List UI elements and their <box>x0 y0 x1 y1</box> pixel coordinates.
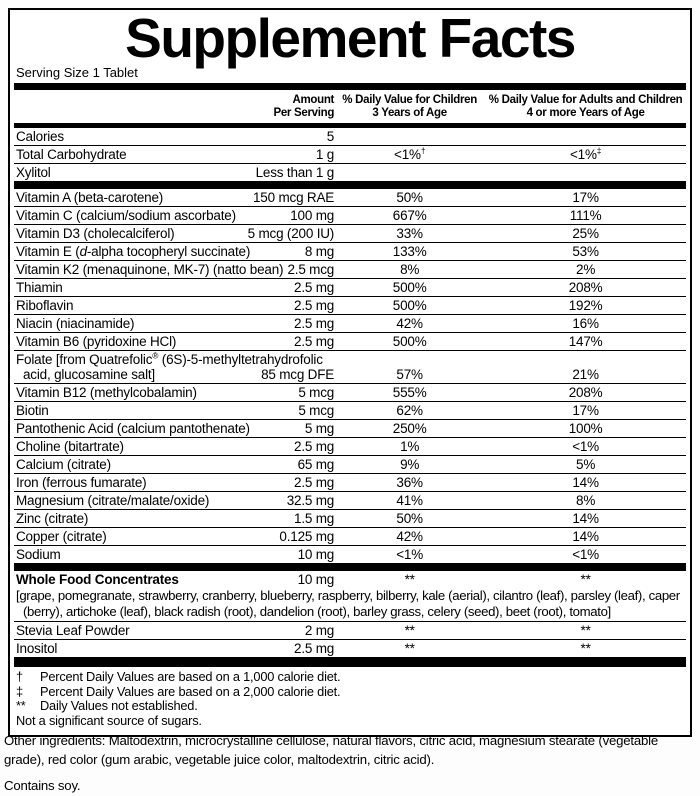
footnote <box>16 685 686 700</box>
name-amount-cell <box>14 421 334 436</box>
children-dv-value: 1% <box>400 439 420 454</box>
amount-value: 2.5 mg <box>294 439 335 454</box>
table-row <box>14 145 686 163</box>
other-ingredients: Other ingredients: Maltodextrin, microcrystalline cellulose, natural flavors, citric acid, magnesium stearate (vegetable grade), red color (gum arabic, vegetable juice color, maltodextrin, citric acid). <box>4 733 658 767</box>
table-row <box>14 242 686 260</box>
adults-dv-value: ** <box>580 572 591 587</box>
table-row <box>14 350 686 383</box>
amount-value: 1 g <box>315 147 335 162</box>
children-dv-value: 42% <box>396 529 423 544</box>
table-row <box>14 419 686 437</box>
supplement-facts-panel <box>8 8 692 737</box>
nutrient-name: Whole Food Concentrates <box>16 572 179 587</box>
children-dv-value: 133% <box>392 244 427 259</box>
adults-dv-value: ** <box>580 623 591 638</box>
amount-value: 100 mg <box>290 208 335 223</box>
nutrient-name: Iron (ferrous fumarate) <box>16 475 147 490</box>
amount-value: 2.5 mg <box>294 316 335 331</box>
table-row <box>14 224 686 242</box>
footnote-symbol: † <box>16 669 23 684</box>
divider-bar <box>14 83 686 90</box>
nutrient-name: Copper (citrate) <box>16 529 107 544</box>
name-amount-cell <box>14 529 334 544</box>
allergen-statement: Contains soy. <box>4 778 81 793</box>
nutrient-name: Vitamin D3 (cholecalciferol) <box>16 226 175 241</box>
nutrient-name: Calcium (citrate) <box>16 457 111 472</box>
table-row <box>14 401 686 419</box>
amount-value: 2.5 mcg <box>287 262 335 277</box>
amount-value: 5 mg <box>304 421 335 436</box>
footnote <box>16 670 686 685</box>
name-amount-cell <box>14 190 334 205</box>
nutrient-name: Inositol <box>16 641 58 656</box>
adults-dv-value: 147% <box>568 334 603 349</box>
amount-value: 10 mg <box>297 572 335 587</box>
column-headers <box>14 92 686 121</box>
nutrient-name: Stevia Leaf Powder <box>16 623 130 638</box>
amount-value: 32.5 mg <box>286 493 335 508</box>
table-row <box>14 473 686 491</box>
nutrient-name: Choline (bitartrate) <box>16 439 124 454</box>
nutrient-name: Riboflavin <box>16 298 74 313</box>
nutrient-name: Xylitol <box>16 165 51 180</box>
nutrient-name: Vitamin A (beta-carotene) <box>16 190 164 205</box>
children-dv-value: 667% <box>392 208 427 223</box>
amount-value: 5 mcg <box>298 403 335 418</box>
name-amount-cell <box>14 208 334 223</box>
table-row <box>14 163 686 181</box>
nutrient-name-continued: acid, glucosamine salt] <box>23 367 155 382</box>
name-amount-cell <box>14 403 334 418</box>
table-row <box>14 571 686 621</box>
header-line: 4 or more Years of Age <box>526 107 645 119</box>
adults-dv-value: 21% <box>572 367 599 382</box>
name-amount-cell <box>14 147 334 162</box>
table-row <box>14 491 686 509</box>
children-dv-value: ** <box>404 641 415 656</box>
children-dv-value: 500% <box>392 298 427 313</box>
serving-size: Serving Size 1 Tablet <box>16 65 138 80</box>
adults-dv-value: 16% <box>572 316 599 331</box>
adults-dv-value: 14% <box>572 475 599 490</box>
name-amount-cell <box>14 129 334 144</box>
name-amount-cell <box>14 547 334 562</box>
adults-dv-value: 53% <box>572 244 599 259</box>
table-row <box>14 545 686 563</box>
nutrient-name: Vitamin B6 (pyridoxine HCl) <box>16 334 177 349</box>
name-amount-cell <box>14 262 334 277</box>
column-header-children-dv <box>334 94 485 120</box>
section-divider-bar <box>14 181 686 189</box>
name-amount-cell <box>14 572 334 587</box>
table-row <box>14 437 686 455</box>
header-line: 3 Years of Age <box>372 107 447 119</box>
name-amount-cell <box>14 316 334 331</box>
table-row <box>14 189 686 206</box>
name-amount-cell <box>14 475 334 490</box>
children-dv-value: ** <box>404 572 415 587</box>
table-row <box>14 314 686 332</box>
nutrient-name: Niacin (niacinamide) <box>16 316 135 331</box>
divider-bar <box>14 657 686 667</box>
children-dv-value: 33% <box>396 226 423 241</box>
name-amount-cell <box>14 298 334 313</box>
adults-dv-value: 100% <box>568 421 603 436</box>
footnote-text: Percent Daily Values are based on a 2,000 calorie diet. <box>40 683 341 699</box>
children-dv-value: 50% <box>396 511 423 526</box>
adults-dv-value: 5% <box>576 457 596 472</box>
amount-value: 5 mcg <box>298 385 335 400</box>
amount-value: 2.5 mg <box>294 334 335 349</box>
nutrient-name: Pantothenic Acid (calcium pantothenate) <box>16 421 250 436</box>
children-dv-value: 500% <box>392 334 427 349</box>
table-row <box>14 278 686 296</box>
nutrient-name: Thiamin <box>16 280 63 295</box>
adults-dv-value: 208% <box>568 280 603 295</box>
column-header-amount <box>14 94 334 120</box>
name-amount-cell <box>14 226 334 241</box>
footnote-symbol: ** <box>16 698 26 713</box>
ingredient-source-list: [grape, pomegranate, strawberry, cranberry, blueberry, raspberry, bilberry, kale (aerial), cilantro (leaf), parsley (leaf), caper (berry), artichoke (leaf), black radish (root), dandelion (root), barley grass, celery (seed), beet (root), tomato] <box>16 588 680 619</box>
amount-value: Less than 1 g <box>255 165 335 180</box>
children-dv-value: 500% <box>392 280 427 295</box>
adults-dv-value: 208% <box>568 385 603 400</box>
name-amount-cell <box>14 385 334 400</box>
header-line: Per Serving <box>273 107 335 119</box>
children-dv-value: 62% <box>396 403 423 418</box>
adults-dv-value: 14% <box>572 511 599 526</box>
amount-value: 10 mg <box>297 547 335 562</box>
adults-dv-value: 111% <box>569 208 602 223</box>
children-dv-value: 250% <box>392 421 427 436</box>
amount-value: 65 mg <box>297 457 335 472</box>
table-row <box>14 206 686 224</box>
footnote <box>16 699 686 714</box>
name-amount-cell <box>14 165 334 180</box>
nutrient-name: Biotin <box>16 403 49 418</box>
amount-value: 5 <box>326 129 335 144</box>
footnote-symbol: ‡ <box>16 683 23 699</box>
footnote-text: Daily Values not established. <box>40 698 198 713</box>
adults-dv-value: 25% <box>572 226 599 241</box>
children-dv-value: 9% <box>400 457 420 472</box>
header-line: % Daily Value for Children <box>342 94 477 106</box>
children-dv-value: 50% <box>396 190 423 205</box>
table-row <box>14 527 686 545</box>
amount-value: 150 mcg RAE <box>253 190 335 205</box>
adults-dv-value: 14% <box>572 529 599 544</box>
name-amount-cell <box>14 244 334 259</box>
section-divider-bar <box>14 563 686 571</box>
amount-value: 0.125 mg <box>279 529 335 544</box>
children-dv-value: 41% <box>396 493 423 508</box>
table-row <box>14 296 686 314</box>
name-amount-cell <box>14 511 334 526</box>
children-dv-value: 555% <box>392 385 427 400</box>
amount-value: 5 mcg (200 IU) <box>247 226 335 241</box>
nutrient-name: Sodium <box>16 547 61 562</box>
name-amount-cell <box>14 334 334 349</box>
amount-value: 2.5 mg <box>294 280 335 295</box>
nutrient-name: Total Carbohydrate <box>16 147 127 162</box>
nutrient-name: Vitamin B12 (methylcobalamin) <box>16 385 197 400</box>
name-amount-cell <box>14 280 334 295</box>
table-row <box>14 260 686 278</box>
table-row <box>14 383 686 401</box>
name-amount-cell <box>14 457 334 472</box>
children-dv-value: 36% <box>396 475 423 490</box>
name-amount-cell <box>14 623 334 638</box>
amount-value: 2.5 mg <box>294 641 335 656</box>
table-row <box>14 455 686 473</box>
adults-dv-value: 17% <box>572 403 599 418</box>
nutrient-name: Zinc (citrate) <box>16 511 89 526</box>
amount-value: 85 mcg DFE <box>261 367 335 382</box>
amount-value: 8 mg <box>304 244 335 259</box>
table-row <box>14 509 686 527</box>
nutrient-name: Calories <box>16 129 64 144</box>
footnote-text: Not a significant source of sugars. <box>16 712 202 728</box>
adults-dv-value: ** <box>580 641 591 656</box>
nutrient-name: Folate [from Quatrefolic® (6S)-5-methyltetrahydrofolic <box>16 350 323 367</box>
name-amount-cell <box>14 641 334 656</box>
children-dv-value: <1% <box>396 547 424 562</box>
table-row <box>14 639 686 657</box>
children-dv-value: <1%† <box>394 145 426 162</box>
table-row <box>14 621 686 639</box>
footnote-text: Percent Daily Values are based on a 1,000 calorie diet. <box>40 669 341 684</box>
nutrient-table <box>14 128 686 657</box>
name-amount-cell <box>14 352 334 382</box>
table-row <box>14 128 686 145</box>
nutrient-name: Vitamin K2 (menaquinone, MK-7) (natto bean) <box>16 262 284 277</box>
amount-value: 2.5 mg <box>294 298 335 313</box>
adults-dv-value: <1% <box>572 439 599 454</box>
children-dv-value: 8% <box>400 262 420 277</box>
name-amount-cell <box>14 439 334 454</box>
nutrient-name: Magnesium (citrate/malate/oxide) <box>16 493 210 508</box>
amount-value: 2 mg <box>304 623 335 638</box>
column-header-adults-dv <box>485 94 686 120</box>
header-line: Amount <box>292 94 335 106</box>
nutrient-name: Vitamin E (d-alpha tocopheryl succinate) <box>16 244 251 259</box>
children-dv-value: 42% <box>396 316 423 331</box>
children-dv-value: ** <box>404 623 415 638</box>
header-line: % Daily Value for Adults and Children <box>488 94 683 106</box>
table-row <box>14 332 686 350</box>
adults-dv-value: <1% <box>572 547 599 562</box>
panel-title: Supplement Facts <box>125 7 575 69</box>
children-dv-value: 57% <box>396 367 423 382</box>
adults-dv-value: <1%‡ <box>569 145 602 162</box>
adults-dv-value: 17% <box>572 190 599 205</box>
amount-value: 2.5 mg <box>294 475 335 490</box>
adults-dv-value: 8% <box>576 493 596 508</box>
amount-value: 1.5 mg <box>294 511 335 526</box>
adults-dv-value: 2% <box>576 262 596 277</box>
footnote <box>16 714 686 729</box>
footnotes <box>14 667 686 730</box>
name-amount-cell <box>14 493 334 508</box>
adults-dv-value: 192% <box>568 298 603 313</box>
nutrient-name: Vitamin C (calcium/sodium ascorbate) <box>16 208 236 223</box>
